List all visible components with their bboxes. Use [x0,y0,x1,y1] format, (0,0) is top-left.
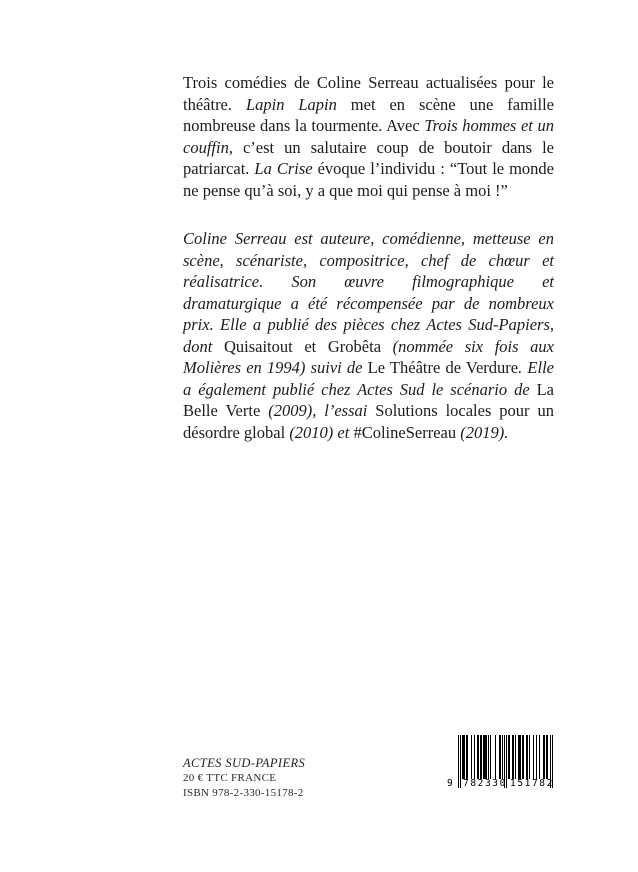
price-line: 20 € TTC FRANCE [183,772,277,784]
publisher-logo: ACTES SUD-PAPIERS [183,756,306,770]
isbn-line: ISBN 978-2-330-15178-2 [183,786,304,799]
barcode [447,735,554,796]
imprint-block [183,756,305,800]
barcode-right-digits: 151782 [510,778,554,789]
barcode-left-digits: 782330 [463,778,507,789]
synopsis-paragraph: Trois comédies de Coline Serreau actualisées pour le théâtre. Lapin Lapin met en scène une famille nombreuse dans la tourmente. Avec Trois hommes et un couffin, c’est un salutaire coup de boutoir dans le patriarcat. La Crise évoque l’individu : “Tout le monde ne pense qu’à soi, y a que moi qui pense à moi !” [183,73,554,200]
barcode-lead-digit: 9 [447,778,453,789]
bio-paragraph: Coline Serreau est auteure, comédienne, metteuse en scène, scénariste, compositrice, chef de chœur et réalisatrice. Son œuvre filmographique et dramaturgique a été récompensée par de nombreux prix. Elle a publié des pièces chez Actes Sud-Papiers, dont Quisaitout et Grobêta (nommée six fois aux Molières en 1994) suivi de Le Théâtre de Verdure. Elle a également publié chez Actes Sud le scénario de La Belle Verte (2009), l’essai Solutions locales pour un désordre global (2010) et #ColineSerreau (2019). [183,229,555,442]
